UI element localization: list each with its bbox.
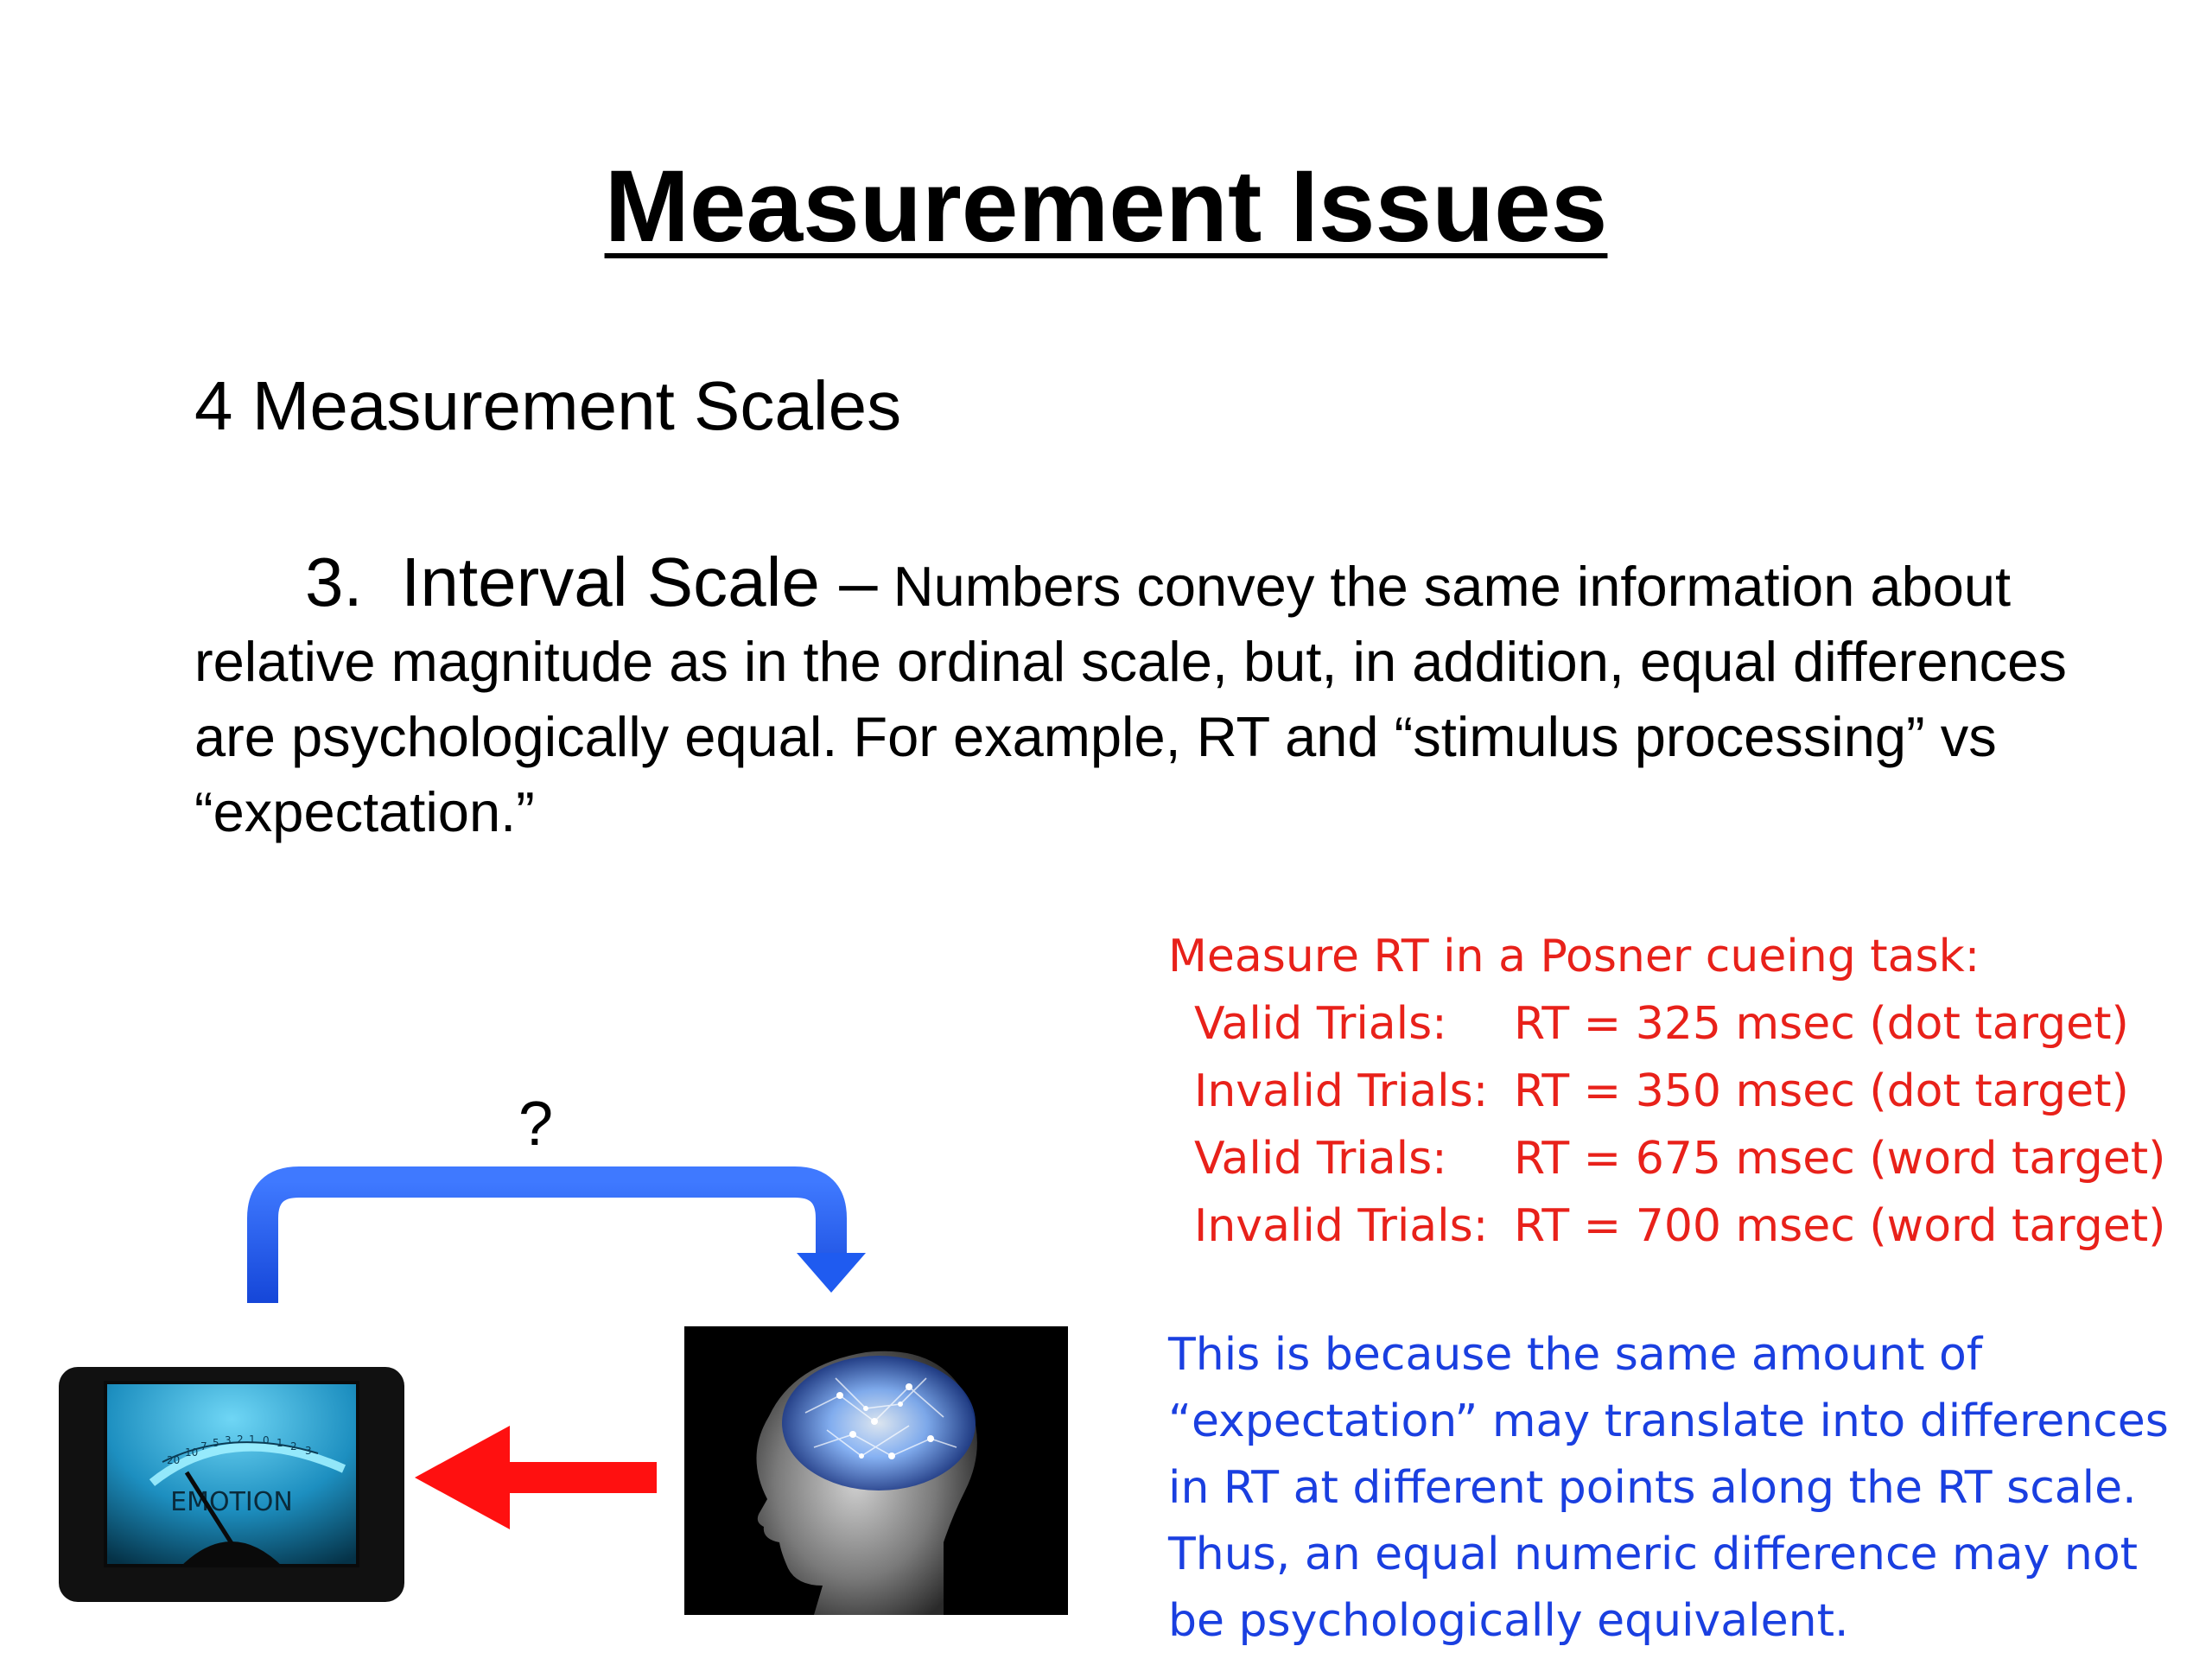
trial-row	[1168, 1125, 2205, 1192]
blue-flow-arrow-icon	[233, 1158, 890, 1313]
scale-desc-line1: Numbers convey the same information	[877, 555, 1855, 618]
trial-result: RT = 675 msec (word target)	[1514, 1133, 2166, 1185]
posner-heading: Measure RT in a Posner cueing task:	[1168, 931, 1980, 982]
trial-label: Invalid Trials:	[1194, 1200, 1489, 1252]
meter-tick: 10	[185, 1446, 199, 1459]
meter-label: EMOTION	[170, 1487, 293, 1517]
scale-desc-rest: about relative magnitude as in the ordinal scale, but, in addition, equal differences are psychologically equal. For example, RT and “stimulus processing” vs “expectation.”	[194, 555, 2067, 843]
trial-row	[1168, 990, 2205, 1058]
meter-tick: 1	[276, 1437, 283, 1449]
scale-name: Interval Scale –	[401, 543, 878, 620]
meter-tick: 0	[263, 1434, 270, 1446]
slide-subtitle: 4 Measurement Scales	[194, 367, 902, 444]
meter-tick: 3	[305, 1445, 312, 1457]
meter-tick: 2	[237, 1433, 244, 1446]
trial-row	[1168, 1192, 2205, 1260]
trial-label: Invalid Trials:	[1194, 1065, 1489, 1117]
trial-result: RT = 350 msec (dot target)	[1514, 1065, 2129, 1117]
meter-tick: 3	[225, 1434, 232, 1446]
brain-head-image	[684, 1326, 1068, 1615]
meter-tick: 20	[167, 1454, 181, 1466]
emotion-meter	[59, 1367, 404, 1602]
trial-result: RT = 700 msec (word target)	[1514, 1200, 2166, 1252]
trial-result: RT = 325 msec (dot target)	[1514, 998, 2129, 1050]
trial-row	[1168, 1058, 2205, 1125]
red-left-arrow-icon	[415, 1426, 661, 1529]
slide-title-text: Measurement Issues	[604, 149, 1608, 264]
meter-tick: 5	[213, 1437, 219, 1449]
scale-description	[194, 544, 2078, 849]
trial-label: Valid Trials:	[1194, 1133, 1447, 1185]
slide-title	[0, 149, 2212, 264]
posner-results	[1168, 923, 2205, 1260]
scale-number: 3.	[305, 543, 363, 620]
meter-tick: 1	[249, 1433, 256, 1446]
meter-tick: 7	[200, 1440, 207, 1452]
explanation-text: This is because the same amount of “expectation” may translate into differences in RT at different points along the RT scale. Thus, an equal numeric difference may not be psychologically equivalent.	[1168, 1329, 2169, 1647]
meter-tick: 2	[290, 1440, 297, 1452]
trial-label: Valid Trials:	[1194, 998, 1447, 1050]
question-mark: ?	[518, 1090, 554, 1159]
